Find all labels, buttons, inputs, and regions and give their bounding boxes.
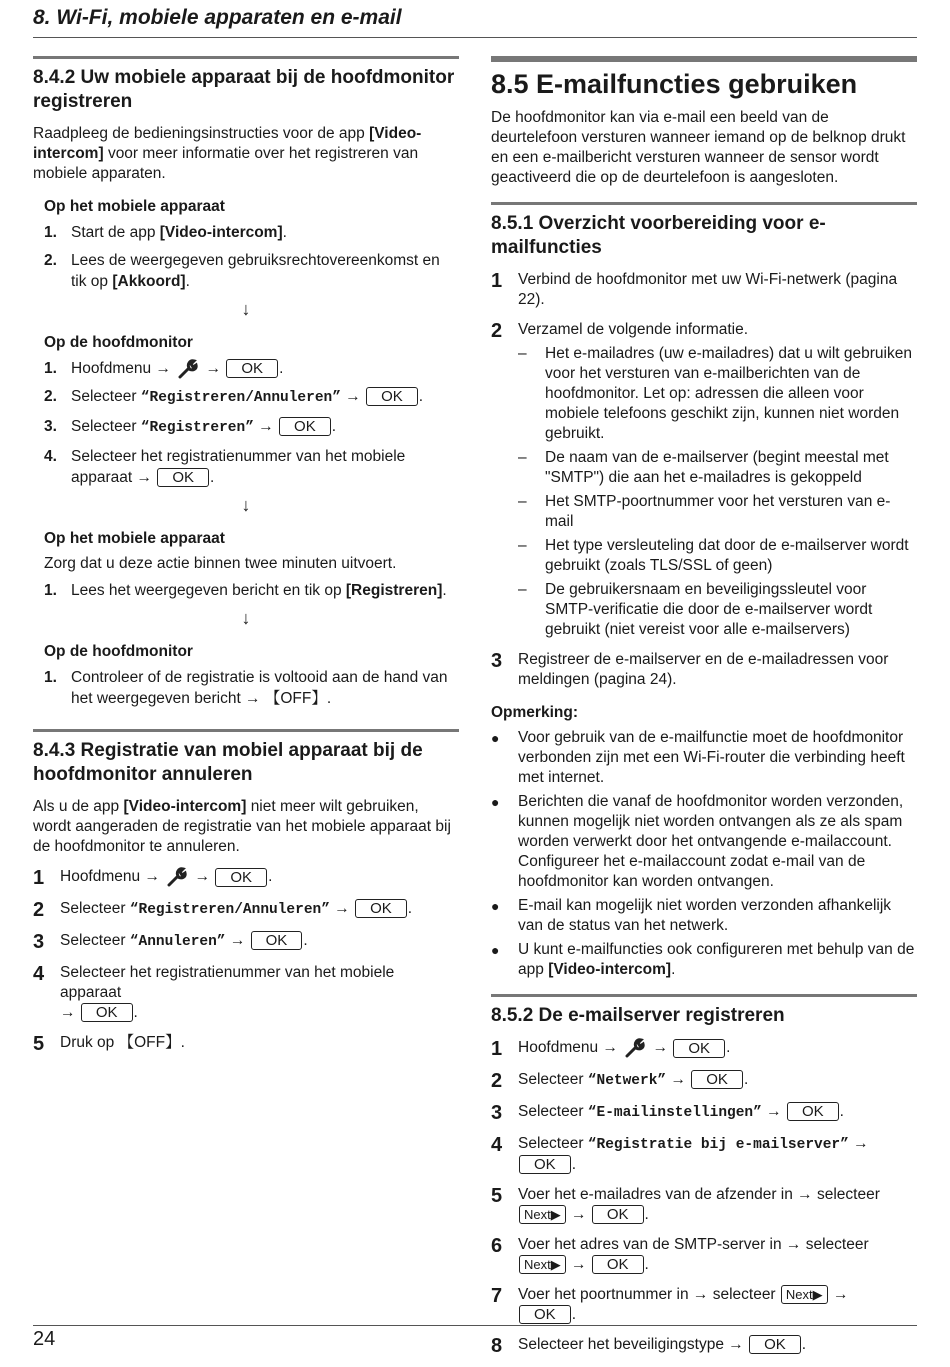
step-item: 5 Voer het e-mailadres van de afzender in → selecteer Next▶ → OK . (491, 1185, 880, 1224)
ok-key: OK (226, 359, 278, 378)
step-item: 1 Hoofdmenu → → OK . (33, 867, 273, 889)
left-column (33, 56, 459, 1065)
ok-key: OK (279, 417, 331, 436)
section-rule (33, 56, 459, 59)
down-arrow-icon: ↓ (241, 495, 251, 515)
wrench-icon (166, 867, 188, 887)
intro-85: De hoofdmonitor kan via e-mail een beeld van de deurtelefoon versturen wanneer iemand op de belknop drukt en een e-mailbericht versturen wanneer de sensor wordt geactiveerd die op de deurtelefoon is aangesloten. (491, 109, 906, 186)
dash-item: – Het SMTP-poortnummer voor het versturen van e-mail (518, 493, 891, 530)
step-item: 1. Lees het weergegeven bericht en tik op [Registreren]. (44, 582, 447, 599)
step-item: 2 Selecteer “Netwerk” → OK . (491, 1070, 749, 1092)
ok-key: OK (157, 468, 209, 487)
step-item: 3 Selecteer “Annuleren” → OK . (33, 931, 308, 953)
ok-key: OK (787, 1102, 839, 1121)
step-item: 7 Voer het poortnummer in → selecteer Next▶ → OK . (491, 1285, 849, 1324)
step-item: 5 Druk op 【OFF】. (33, 1033, 185, 1055)
down-arrow-icon: ↓ (241, 608, 251, 628)
step-item: 2. Lees de weergegeven gebruiksrechtovereenkomst en tik op [Akkoord]. (44, 252, 440, 290)
wrench-icon (177, 359, 199, 379)
wrench-icon (624, 1038, 646, 1058)
section-title-85: 8.5 E-mailfuncties gebruiken (491, 69, 858, 99)
step-item: 1. Controleer of de registratie is voltooid aan de hand van het weergegeven bericht → 【OFF】. (44, 669, 448, 707)
step-item: 3. Selecteer “Registreren” → OK . (44, 418, 337, 436)
intro-842: Raadpleeg de bedieningsinstructies voor de app [Video-intercom] voor meer informatie over het registreren van mobiele apparaten. (33, 125, 422, 182)
section-title-842: 8.4.2 Uw mobiele apparaat bij de hoofdmonitor registreren (33, 67, 455, 112)
section-title-851: 8.5.1 Overzicht voorbereiding voor e-mailfuncties (491, 213, 826, 258)
next-key: Next▶ (519, 1255, 566, 1274)
step-item: 3 Registreer de e-mailserver en de e-mailadressen voor meldingen (pagina 24). (491, 650, 889, 688)
ok-key: OK (215, 868, 267, 887)
section-rule (491, 56, 917, 62)
step-item: 1. Hoofdmenu → → OK . (44, 360, 284, 378)
ok-key: OK (355, 899, 407, 918)
ok-key: OK (81, 1003, 133, 1022)
page-header: 8. Wi-Fi, mobiele apparaten en e-mail (33, 6, 917, 38)
section-title-852: 8.5.2 De e-mailserver registreren (491, 1005, 785, 1026)
step-item: 4 Selecteer het registratienummer van het mobiele apparaat → OK . (33, 963, 395, 1022)
section-rule (33, 729, 459, 732)
dash-item: – De naam van de e-mailserver (begint meestal met "SMTP") die aan het e-mailadres is gekoppeld (518, 449, 889, 486)
bullet-item: ● E-mail kan mogelijk niet worden verzonden afhankelijk van de status van het netwerk. (491, 897, 892, 934)
ok-key: OK (519, 1305, 571, 1324)
step-item: 1 Hoofdmenu → → OK . (491, 1038, 731, 1060)
section-rule (491, 202, 917, 205)
bullet-item: ● Voor gebruik van de e-mailfunctie moet de hoofdmonitor verbonden zijn met een Wi-Fi-router die verbinding heeft met internet. (491, 729, 905, 786)
step-item: 4. Selecteer het registratienummer van het mobiele apparaat → OK . (44, 448, 406, 487)
page-number: 24 (33, 1328, 56, 1350)
ok-key: OK (691, 1070, 743, 1089)
section-title-843: 8.4.3 Registratie van mobiel apparaat bij de hoofdmonitor annuleren (33, 740, 423, 785)
step-item: 2 Verzamel de volgende informatie. (491, 320, 749, 342)
step-item: 1 Verbind de hoofdmonitor met uw Wi-Fi-netwerk (pagina 22). (491, 270, 898, 308)
next-key: Next▶ (781, 1285, 828, 1304)
step-item: 8 Selecteer het beveiligingstype → OK . (491, 1335, 807, 1357)
down-arrow-icon: ↓ (241, 299, 251, 319)
ok-key: OK (673, 1039, 725, 1058)
subheading-monitor: Op de hoofdmonitor (44, 334, 193, 351)
step-item: 1. Start de app [Video-intercom]. (44, 224, 287, 241)
note-heading: Opmerking: (491, 704, 578, 721)
intro-843: Als u de app [Video-intercom] niet meer wilt gebruiken, wordt aangeraden de registratie van het mobiele apparaat bij de hoofdmonitor te annuleren. (33, 798, 451, 855)
subheading-monitor-2: Op de hoofdmonitor (44, 643, 193, 660)
footer-rule (33, 1325, 917, 1326)
ok-key: OK (251, 931, 303, 950)
subheading-mobile-2: Op het mobiele apparaat (44, 530, 225, 547)
step-item: 6 Voer het adres van de SMTP-server in → selecteer Next▶ → OK . (491, 1235, 869, 1274)
step-item: 2 Selecteer “Registreren/Annuleren” → OK . (33, 899, 413, 921)
section-rule (491, 994, 917, 997)
bullet-item: ● U kunt e-mailfuncties ook configureren met behulp van de app [Video-intercom]. (491, 941, 915, 978)
subheading-mobile: Op het mobiele apparaat (44, 198, 225, 215)
step-item: 2. Selecteer “Registreren/Annuleren” → OK . (44, 388, 424, 406)
ok-key: OK (366, 387, 418, 406)
dash-item: – Het e-mailadres (uw e-mailadres) dat u wilt gebruiken voor het versturen van e-mailberichten van de hoofdmonitor. Let op: adressen die alleen voor mobiele telefoons geschikt zijn, kunnen niet worden gebruikt. (518, 345, 912, 442)
ok-key: OK (749, 1335, 801, 1354)
step-item: 3 Selecteer “E-mailinstellingen” → OK . (491, 1102, 844, 1124)
next-key: Next▶ (519, 1205, 566, 1224)
sub3-text: Zorg dat u deze actie binnen twee minuten uitvoert. (44, 555, 397, 572)
dash-item: – Het type versleuteling dat door de e-mailserver wordt gebruikt (zoals TLS/SSL of geen) (518, 537, 909, 574)
ok-key: OK (592, 1255, 644, 1274)
step-item: 4 Selecteer “Registratie bij e-mailserver” → OK . (491, 1134, 869, 1174)
ok-key: OK (592, 1205, 644, 1224)
dash-item: – De gebruikersnaam en beveiligingssleutel voor SMTP-verificatie die door de e-mailserver wordt gebruikt (niet vereist voor alle e-mailservers) (518, 581, 873, 638)
right-column (491, 56, 917, 1367)
ok-key: OK (519, 1155, 571, 1174)
bullet-item: ● Berichten die vanaf de hoofdmonitor worden verzonden, kunnen mogelijk niet worden ontvangen als ze als spam worden verwerkt door het ontvangende e-mailaccount. Configureer het e-mailaccount zodat e-mail van de hoofdmonitor kan worden ontvangen. (491, 793, 904, 890)
